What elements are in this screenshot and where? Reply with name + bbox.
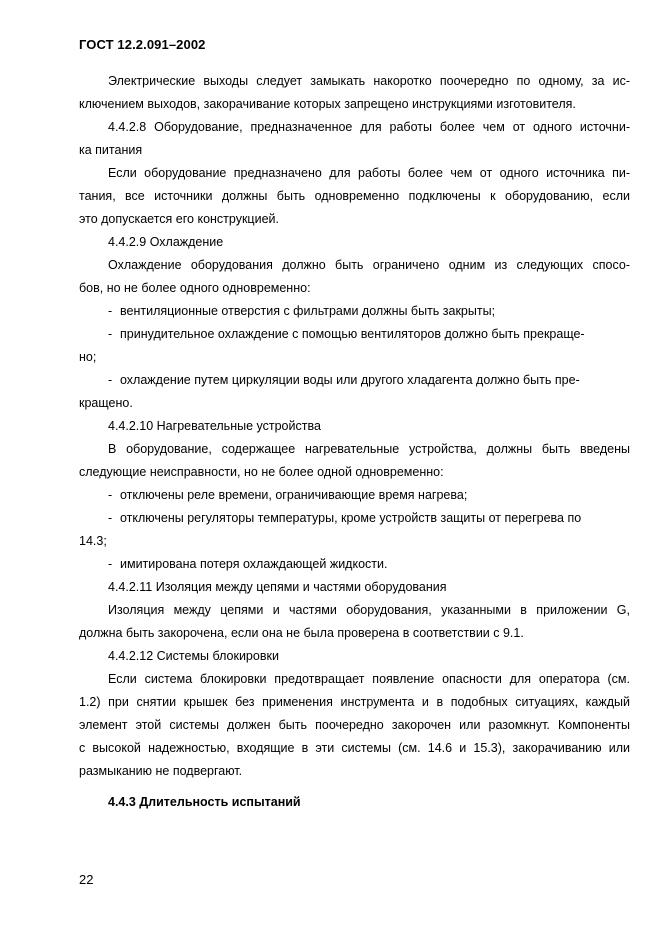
list-item-text: имитирована потеря охлаждающей жидкости.	[120, 557, 388, 571]
section-heading-4-4-3: 4.4.3 Длительность испытаний	[108, 795, 301, 809]
paragraph-line: тания, все источники должны быть одновременно подключены к оборудованию, если	[79, 189, 630, 203]
paragraph-line: Изоляция между цепями и частями оборудования, указанными в приложении G,	[108, 603, 630, 617]
paragraph-line: Электрические выходы следует замыкать накоротко поочередно по одному, за ис-	[108, 74, 630, 88]
paragraph-line: В оборудование, содержащее нагревательные устройства, должны быть введены	[108, 442, 630, 456]
section-heading-4-4-2-10: 4.4.2.10 Нагревательные устройства	[108, 419, 321, 433]
paragraph-line: ключением выходов, закорачивание которых запрещено инструкциями изготовителя.	[79, 97, 576, 111]
list-bullet: -	[108, 488, 113, 502]
document-header: ГОСТ 12.2.091–2002	[79, 37, 206, 52]
list-item	[79, 553, 630, 576]
list-item	[79, 369, 630, 392]
paragraph-line: Охлаждение оборудования должно быть ограничено одним из следующих спосо-	[108, 258, 630, 272]
section-heading-4-4-2-8: 4.4.2.8 Оборудование, предназначенное для работы более чем от одного источни-	[108, 120, 630, 134]
list-item-continuation: кращено.	[79, 396, 133, 410]
list-item-text: охлаждение путем циркуляции воды или другого хладагента должно быть пре-	[120, 373, 580, 387]
paragraph-line: с высокой надежностью, входящие в эти системы (см. 14.6 и 15.3), закорачиванию или	[79, 741, 630, 755]
list-bullet: -	[108, 304, 113, 318]
paragraph-line: бов, но не более одного одновременно:	[79, 281, 311, 295]
section-heading-4-4-2-12: 4.4.2.12 Системы блокировки	[108, 649, 279, 663]
paragraph-line: это допускается его конструкцией.	[79, 212, 279, 226]
list-bullet: -	[108, 511, 113, 525]
paragraph-line: размыканию не подвергают.	[79, 764, 243, 778]
spacer	[79, 783, 630, 791]
list-item-text: отключены реле времени, ограничивающие время нагрева;	[120, 488, 468, 502]
list-bullet: -	[108, 327, 113, 341]
list-item-text: вентиляционные отверстия с фильтрами должны быть закрыты;	[120, 304, 496, 318]
paragraph-line: Если система блокировки предотвращает появление опасности для оператора (см.	[108, 672, 630, 686]
paragraph-line: 1.2) при снятии крышек без применения инструмента и в подобных ситуациях, каждый	[79, 695, 630, 709]
paragraph-line: элемент этой системы должен быть поочередно закорочен или разомкнут. Компоненты	[79, 718, 630, 732]
paragraph-line: должна быть закорочена, если она не была проверена в соответствии с 9.1.	[79, 626, 524, 640]
list-bullet: -	[108, 373, 113, 387]
list-item	[79, 484, 630, 507]
section-heading-continuation: ка питания	[79, 143, 143, 157]
list-item	[79, 507, 630, 530]
list-bullet: -	[108, 557, 113, 571]
page-number: 22	[79, 872, 94, 887]
list-item	[79, 323, 630, 346]
section-heading-4-4-2-9: 4.4.2.9 Охлаждение	[108, 235, 224, 249]
paragraph-line: следующие неисправности, но не более одной одновременно:	[79, 465, 444, 479]
list-item-continuation: но;	[79, 350, 97, 364]
paragraph-line: Если оборудование предназначено для работы более чем от одного источника пи-	[108, 166, 630, 180]
list-item-text: отключены регуляторы температуры, кроме устройств защиты от перегрева по	[120, 511, 582, 525]
list-item-continuation: 14.3;	[79, 534, 107, 548]
section-heading-4-4-2-11: 4.4.2.11 Изоляция между цепями и частями оборудования	[108, 580, 447, 594]
list-item	[79, 300, 630, 323]
document-body	[79, 70, 630, 814]
list-item-text: принудительное охлаждение с помощью вентиляторов должно быть прекраще-	[120, 327, 585, 341]
